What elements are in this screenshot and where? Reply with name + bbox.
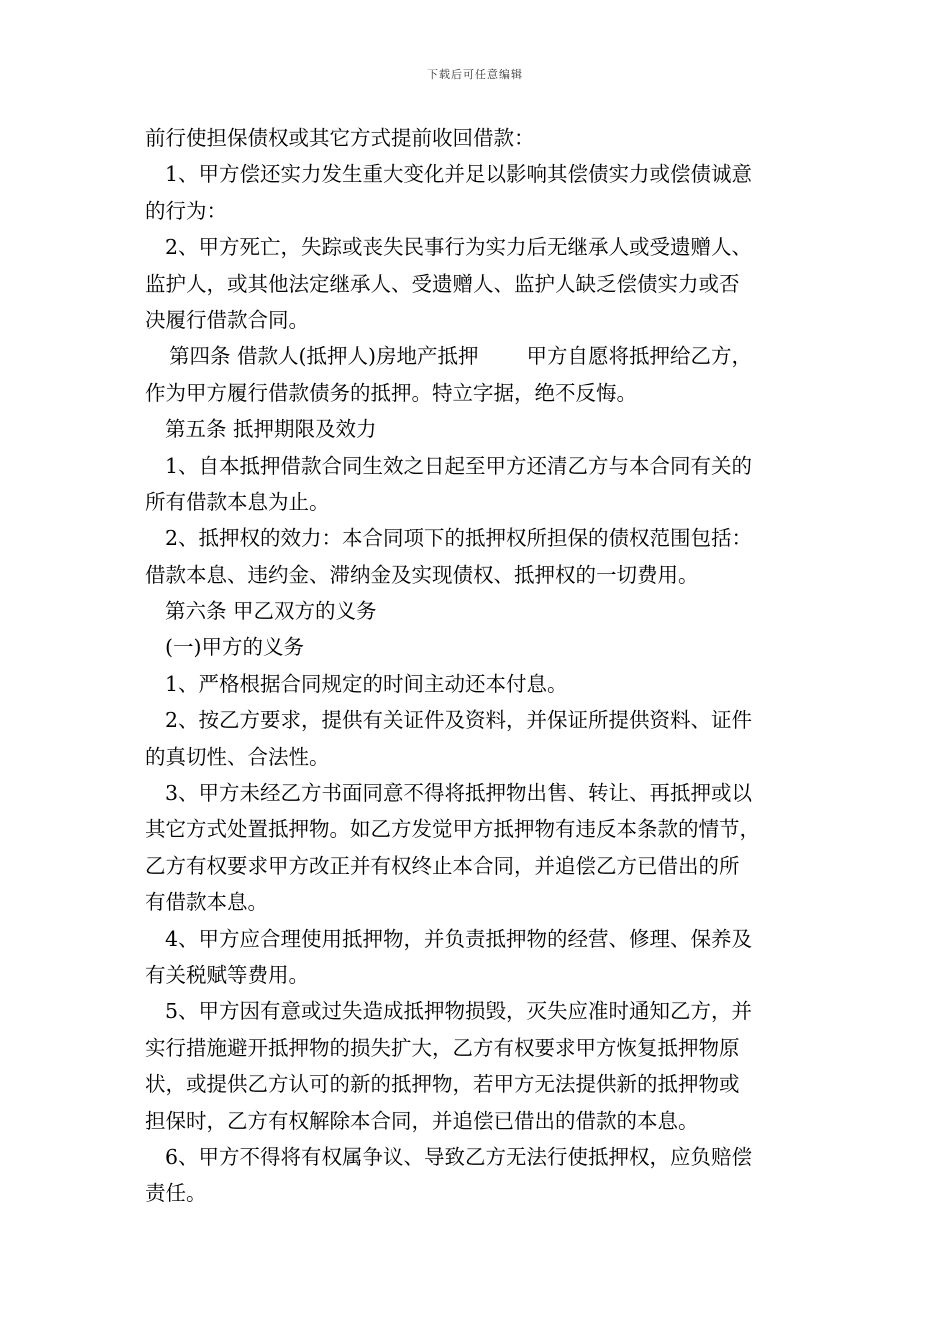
paragraph-line: 监护人，或其他法定继承人、受遗赠人、监护人缺乏偿债实力或否 [145,271,740,296]
paragraph-line: 借款本息、违约金、滞纳金及实现债权、抵押权的一切费用。 [145,562,699,587]
article-text: 甲方自愿将抵押给乙方， [526,344,753,369]
paragraph-line: 所有借款本息为止。 [145,489,330,514]
section-heading: 第五条 抵押期限及效力 [165,417,377,442]
paragraph-line: 2、按乙方要求，提供有关证件及资料，并保证所提供资料、证件 [165,708,753,733]
paragraph-line: 作为甲方履行借款债务的抵押。特立字据，绝不反悔。 [145,380,637,405]
subsection-heading: (一)甲方的义务 [165,635,304,660]
paragraph-line: 其它方式处置抵押物。如乙方发觉甲方抵押物有违反本条款的情节， [145,817,760,842]
paragraph-line: 状，或提供乙方认可的新的抵押物，若甲方无法提供新的抵押物或 [145,1072,740,1097]
paragraph-line: 1、严格根据合同规定的时间主动还本付息。 [165,671,568,696]
section-heading: 第六条 甲乙双方的义务 [165,599,377,624]
paragraph-line: 有关税赋等费用。 [145,962,309,987]
document-body [145,120,813,1212]
page-header: 下载后可任意编辑 [427,68,523,81]
paragraph-line: 的真切性、合法性。 [145,744,330,769]
paragraph-line: 决履行借款合同。 [145,307,309,332]
paragraph-line: 4、甲方应合理使用抵押物，并负责抵押物的经营、修理、保养及 [165,926,753,951]
paragraph-line: 6、甲方不得将有权属争议、导致乙方无法行使抵押权，应负赔偿 [165,1144,753,1169]
paragraph-line: 5、甲方因有意或过失造成抵押物损毁，灭失应准时通知乙方，并 [165,999,753,1024]
paragraph-line: 1、自本抵押借款合同生效之日起至甲方还清乙方与本合同有关的 [165,453,753,478]
paragraph-line: 有借款本息。 [145,890,268,915]
paragraph-line: 实行措施避开抵押物的损失扩大，乙方有权要求甲方恢复抵押物原 [145,1035,740,1060]
paragraph-line: 2、抵押权的效力：本合同项下的抵押权所担保的债权范围包括： [165,526,753,551]
paragraph-line: 责任。 [145,1181,207,1206]
paragraph-line: 3、甲方未经乙方书面同意不得将抵押物出售、转让、再抵押或以 [165,781,753,806]
paragraph-line: 的行为： [145,198,227,223]
paragraph-line: 乙方有权要求甲方改正并有权终止本合同，并追偿乙方已借出的所 [145,853,740,878]
paragraph-line: 2、甲方死亡，失踪或丧失民事行为实力后无继承人或受遗赠人、 [165,235,753,260]
paragraph-line-article-4 [145,338,813,374]
paragraph-line: 1、甲方偿还实力发生重大变化并足以影响其偿债实力或偿债诚意 [165,162,753,187]
article-heading: 第四条 借款人(抵押人)房地产抵押 [169,344,479,369]
paragraph-line: 前行使担保债权或其它方式提前收回借款： [145,126,535,150]
paragraph-line: 担保时，乙方有权解除本合同，并追偿已借出的借款的本息。 [145,1108,699,1133]
